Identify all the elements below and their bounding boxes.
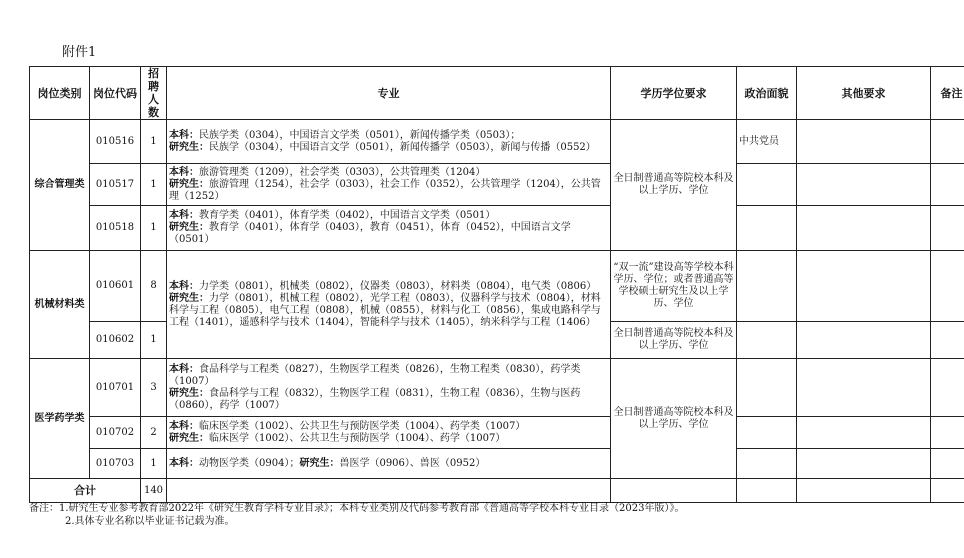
remarks-cell xyxy=(931,251,964,322)
post-code: 010518 xyxy=(90,206,141,251)
other-cell xyxy=(797,120,931,164)
remarks-cell xyxy=(931,322,964,359)
header-major: 专业 xyxy=(167,67,611,120)
table-row xyxy=(30,449,964,479)
post-code: 010517 xyxy=(90,164,141,206)
other-cell xyxy=(797,417,931,449)
group-label: 医学药学类 xyxy=(30,359,90,479)
other-cell xyxy=(797,164,931,206)
empty-cell xyxy=(737,479,797,503)
politics-cell xyxy=(737,206,797,251)
politics-cell xyxy=(737,417,797,449)
major-cell: 本科：动物医学类（0904）；研究生：兽医学（0906）、兽医（0952） xyxy=(167,449,611,479)
remarks-cell xyxy=(931,417,964,449)
other-cell xyxy=(797,206,931,251)
politics-cell: 中共党员 xyxy=(737,120,797,164)
other-cell xyxy=(797,322,931,359)
major-cell: 本科：力学类（0801），机械类（0802），仪器类（0803），材料类（0804），电气类（0806） 研究生：力学（0801），机械工程（0802），光学工程（0803），仪器科学与技术（0804），材料科学与工程（0805），电气工程（0808），机械（0855），材料与化工（0856），集成电路科学与工程（1401），遥感科学与技术（1404），智能科学与技术（1405），纳米科学与工程（1406） xyxy=(167,251,611,359)
hire-count: 8 xyxy=(141,251,167,322)
hire-count: 1 xyxy=(141,164,167,206)
major-cell: 本科：临床医学类（1002）、公共卫生与预防医学类（1004）、药学类（1007） 研究生：临床医学（1002）、公共卫生与预防医学（1004）、药学（1007） xyxy=(167,417,611,449)
table-row xyxy=(30,417,964,449)
major-cell: 本科：旅游管理类（1209），社会学类（0303），公共管理类（1204） 研究生：旅游管理（1254），社会学（0303），社会工作（0352），公共管理学（1204），公共管理（1252） xyxy=(167,164,611,206)
remarks-cell xyxy=(931,449,964,479)
empty-cell xyxy=(167,479,611,503)
total-value: 140 xyxy=(141,479,167,503)
major-cell: 本科：食品科学与工程类（0827），生物医学工程类（0826），生物工程类（0830），药学类（1007） 研究生：食品科学与工程（0832），生物医学工程（0831），生物工程（0836），生物与医药（0860），药学（1007） xyxy=(167,359,611,417)
post-code: 010516 xyxy=(90,120,141,164)
footnote-1: 备注：1.研究生专业参考教育部2022年《研究生教育学科专业目录》；本科专业类别及代码参考教育部《普通高等学校本科专业目录（2023年版）》。 xyxy=(29,503,685,514)
header-category: 岗位类别 xyxy=(30,67,90,120)
table-row xyxy=(30,251,964,322)
header-remarks: 备注 xyxy=(931,67,964,120)
other-cell xyxy=(797,359,931,417)
education-requirement: 全日制普通高等院校本科及以上学历、学位 xyxy=(611,359,737,479)
other-cell xyxy=(797,251,931,322)
table-row xyxy=(30,164,964,206)
header-code: 岗位代码 xyxy=(90,67,141,120)
education-requirement: 全日制普通高等院校本科及以上学历、学位 xyxy=(611,120,737,251)
footnote-2: 2.具体专业名称以毕业证书记载为准。 xyxy=(65,516,235,527)
empty-cell xyxy=(931,479,964,503)
header-other: 其他要求 xyxy=(797,67,931,120)
total-label: 合计 xyxy=(30,479,141,503)
group-label: 机械材料类 xyxy=(30,251,90,359)
total-row xyxy=(30,479,964,503)
politics-cell xyxy=(737,359,797,417)
post-code: 010702 xyxy=(90,417,141,449)
politics-cell xyxy=(737,322,797,359)
footnotes xyxy=(29,502,684,528)
header-row xyxy=(30,67,964,120)
education-requirement: 全日制普通高等院校本科及以上学历、学位 xyxy=(611,322,737,359)
post-code: 010601 xyxy=(90,251,141,322)
politics-cell xyxy=(737,449,797,479)
post-code: 010701 xyxy=(90,359,141,417)
major-cell: 本科：教育学类（0401），体育学类（0402），中国语言文学类（0501） 研究生：教育学（0401），体育学（0403），教育（0451），体育（0452），中国语言文学（0501） xyxy=(167,206,611,251)
other-cell xyxy=(797,449,931,479)
group-label: 综合管理类 xyxy=(30,120,90,251)
remarks-cell xyxy=(931,164,964,206)
table-row xyxy=(30,359,964,417)
politics-cell xyxy=(737,164,797,206)
hire-count: 1 xyxy=(141,449,167,479)
empty-cell xyxy=(611,479,737,503)
header-politics: 政治面貌 xyxy=(737,67,797,120)
hire-count: 2 xyxy=(141,417,167,449)
hire-count: 1 xyxy=(141,206,167,251)
post-code: 010703 xyxy=(90,449,141,479)
education-requirement: “双一流”建设高等学校本科学历、学位；或者普通高等学校硕士研究生及以上学历、学位 xyxy=(611,251,737,322)
empty-cell xyxy=(797,479,931,503)
post-code: 010602 xyxy=(90,322,141,359)
remarks-cell xyxy=(931,120,964,164)
hire-count: 1 xyxy=(141,120,167,164)
hire-count: 3 xyxy=(141,359,167,417)
attachment-label: 附件1 xyxy=(62,45,97,60)
table-row xyxy=(30,206,964,251)
hire-count: 1 xyxy=(141,322,167,359)
politics-cell xyxy=(737,251,797,322)
header-education: 学历学位要求 xyxy=(611,67,737,120)
remarks-cell xyxy=(931,206,964,251)
recruitment-table xyxy=(29,66,964,503)
table-row xyxy=(30,120,964,164)
header-count: 招聘人数 xyxy=(141,67,167,120)
remarks-cell xyxy=(931,359,964,417)
major-cell: 本科：民族学类（0304），中国语言文学类（0501），新闻传播学类（0503）； 研究生：民族学（0304），中国语言文学（0501），新闻传播学（0503），新闻与传播（0552） xyxy=(167,120,611,164)
